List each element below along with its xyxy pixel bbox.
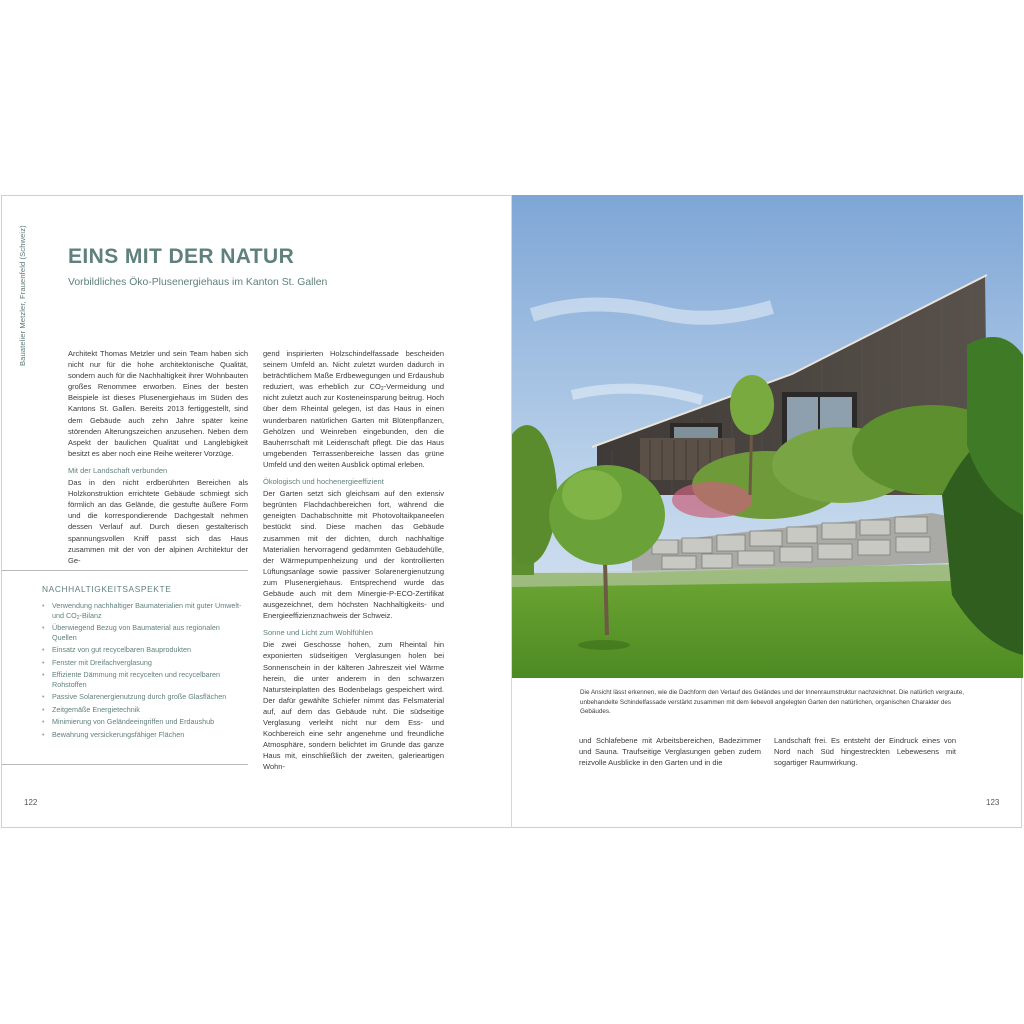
garden-paragraph-part-b: -Vermeidung und nicht zuletzt auch zur Kosteneinsparung beitrug. Hoch über dem Rheintal gelegen, ist das Haus in einen wunderbaren natürlichen Garten mit Blütenpflanzen, Gehölzen und Weinreben eingebunden, den die Bauherrschaft mit Leidenschaft pflegt. Die das Haus umgebenden Terrassenbereiche lassen das grüne Umfeld und den weiten Ausblick optimal erleben. [263, 382, 445, 469]
text-column-4 [774, 735, 956, 768]
garden-paragraph [263, 348, 444, 470]
landscape-paragraph: Das in den nicht erdberührten Bereichen als Holzkonstruktion errichtete Gebäude schmiegt sich förmlich an das Gelände, die gestufte äußere Form und die korrespondierende Dachgestalt nehmen dessen Verlauf auf. Durch diesen gestalterisch spannungsvollen Kniff passt sich das Haus zusammen mit der von der alpinen Architektur der Ge- [68, 478, 248, 565]
list-item: • Passive Solarenergienutzung durch große Glasflächen [42, 692, 242, 702]
section-heading-landscape: Mit der Landschaft verbunden [68, 465, 168, 475]
list-item-text-a: Verwendung nachhaltiger Baumaterialien mit guter Umwelt- und CO [52, 601, 242, 620]
section-heading-ecology: Ökologisch und hochenergieeffizient [263, 477, 384, 487]
section-heading-sunlight: Sonne und Licht zum Wohlfühlen [263, 628, 373, 638]
list-item: • Fenster mit Dreifachverglasung [42, 658, 242, 668]
list-item [42, 601, 242, 620]
intro-paragraph: Architekt Thomas Metzler und sein Team haben sich nicht nur für die hohe architektonische Qualität, sondern auch für die Nachhaltigkeit ihrer Wohnbauten großes Renommee erworben. Eines der besten Beispiele ist dieses Plusenergiehaus im Süden des Kantons St. Gallen. Bereits 2013 fertiggestellt, sind dem Gebäude auch zehn Jahre später keine störenden Alterungszeichen anzusehen. Neben dem Aspekt der baulichen Qualität und Langlebigkeit besitzt es aber noch eine Reihe weiterer Vorzüge. [68, 349, 248, 458]
sustainability-box-title: NACHHALTIGKEITSASPEKTE [42, 584, 172, 594]
photo-caption: Die Ansicht lässt erkennen, wie die Dachform den Verlauf des Geländes und der Innenraumstruktur nachzeichnet. Die natürlich vergraute, unbehandelte Schindelfassade verstärkt zusammen mit dem liebevoll angelegten Garten den natürlichen, organischen Charakter des Gebäudes. [580, 689, 964, 716]
page-number-left: 122 [24, 798, 38, 807]
co2-subscript: 2 [76, 614, 80, 621]
text-column-1 [68, 348, 248, 566]
page-title: EINS MIT DER NATUR [68, 245, 295, 268]
box-top-rule [2, 570, 248, 571]
closing-paragraph: Landschaft frei. Es entsteht der Eindruck eines von Nord nach Süd hingestreckten Lebewesens mit sogartiger Raumwirkung. [774, 736, 956, 768]
box-bottom-rule [2, 764, 248, 765]
text-column-2 [263, 348, 444, 772]
list-item: • Überwiegend Bezug von Baumaterial aus regionalen Quellen [42, 623, 242, 642]
sustainability-list [42, 601, 242, 742]
house-photo [512, 195, 1023, 678]
list-item: • Bewahrung versickerungsfähiger Flächen [42, 730, 242, 740]
list-item-text-b: -Bilanz [79, 610, 102, 620]
list-item: • Einsatz von gut recycelbaren Bauprodukten [42, 645, 242, 655]
text-column-3 [579, 735, 761, 768]
house-photo-illustration [512, 195, 1023, 678]
list-item: • Minimierung von Geländeeingriffen und Erdaushub [42, 717, 242, 727]
sunlight-paragraph: Die zwei Geschosse hohen, zum Rheintal hin exponierten südseitigen Verglasungen holen bei Sonnenschein in der kälteren Jahreszeit viel Wärme herein, die unter anderem in den schwarzen Natursteinplatten des Bodenbelags gespeichert wird. Der dafür gewählte Schiefer nimmt das Felsmaterial auf, auf dem das Gebäude ruht. Die südseitige Verglasung verleiht nicht nur dem Ess- und Kochbereich eine sehr angenehme und freundliche Atmosphäre, sondern belichtet im Grunde das ganze Haus mit, einschließlich der zweiten, galerieartigen Wohn- [263, 640, 444, 772]
co2-subscript: 2 [380, 386, 384, 393]
list-item: • Effiziente Dämmung mit recycelten und recycelbaren Rohstoffen [42, 670, 242, 689]
garden-paragraph-part-a: gend inspirierten Holzschindelfassade bescheiden seinem Umfeld an. Nicht zuletzt wurden dadurch in beträchtlichem Maße Erdbewegungen und Erdaushub reduziert, was erheblich zur CO [263, 349, 444, 392]
ecology-paragraph: Der Garten setzt sich gleichsam auf den extensiv begrünten Flachdachbereichen fort, während die geneigten Dachabschnitte mit Photovoltaikpaneelen bestückt sind. Diese machen das Gebäude zusammen mit der dichten, durch nachhaltige Materialien hervorragend gedämmten Gebäudehülle, der Wärmepumpenheizung und der kontrollierten Lüftungsanlage sowie passiver Solarenergienutzung zum Plusenergiehaus. Entsprechend wurde das Gebäude auch mit dem Minergie-P-ECO-Zertifikat ausgezeichnet, dem höchsten Nachhaltigkeits- und Energieeffizienznachweis der Schweiz. [263, 489, 444, 621]
side-label-text: Bauatelier Metzler, Frauenfeld (Schweiz) [18, 225, 27, 366]
page-subtitle: Vorbildliches Öko-Plusenergiehaus im Kanton St. Gallen [68, 277, 328, 288]
page-number-right: 123 [986, 798, 1000, 807]
vertical-side-label [18, 216, 34, 366]
list-item: • Zeitgemäße Energietechnik [42, 705, 242, 715]
continuation-paragraph: und Schlafebene mit Arbeitsbereichen, Badezimmer und Sauna. Traufseitige Verglasungen geben zudem reizvolle Ausblicke in den Garten und in die [579, 736, 761, 768]
